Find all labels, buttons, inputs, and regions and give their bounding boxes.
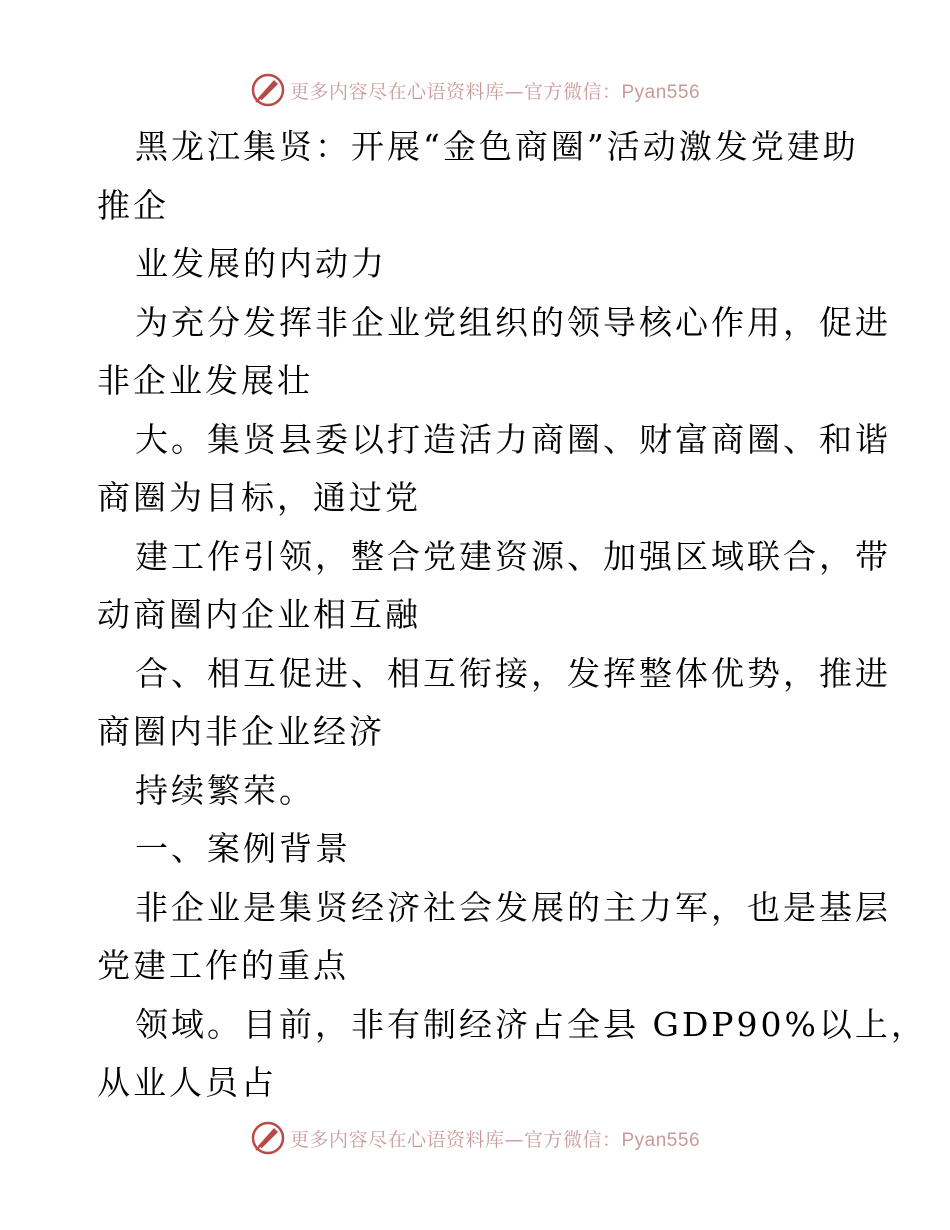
body-line: 大。集贤县委以打造活力商圈、财富商圈、和谐 — [135, 419, 891, 459]
section-heading: 一、案例背景 — [135, 829, 351, 868]
footer-watermark — [0, 1118, 950, 1158]
quill-seal-icon — [250, 1120, 286, 1156]
document-body — [97, 118, 927, 1113]
body-line: 非企业发展壮 — [97, 361, 313, 400]
title-line-2: 推企 — [97, 185, 169, 225]
body-line: 从业人员占 — [97, 1063, 277, 1102]
header-watermark — [0, 70, 950, 110]
body-line: 动商圈内企业相互融 — [97, 595, 421, 634]
watermark-text: 更多内容尽在心语资料库—官方微信：Pyan556 — [289, 1128, 701, 1151]
body-line: 商圈为目标，通过党 — [97, 478, 421, 517]
body-line: 为充分发挥非企业党组织的领导核心作用，促进 — [135, 302, 891, 342]
watermark-text: 更多内容尽在心语资料库—官方微信：Pyan556 — [289, 80, 701, 103]
quill-seal-icon — [250, 72, 286, 108]
body-line: 合、相互促进、相互衔接，发挥整体优势，推进 — [135, 653, 891, 693]
body-line: 非企业是集贤经济社会发展的主力军，也是基层 — [135, 887, 891, 927]
body-line: 商圈内非企业经济 — [97, 712, 385, 751]
body-line: 党建工作的重点 — [97, 946, 349, 985]
body-line: 建工作引领，整合党建资源、加强区域联合，带 — [135, 536, 891, 576]
body-line: 持续繁荣。 — [135, 770, 315, 810]
title-line-1: 黑龙江集贤：开展“金色商圈”活动激发党建助 — [135, 127, 859, 166]
title-line-3: 业发展的内动力 — [135, 244, 387, 283]
body-line: 领域。目前，非有制经济占全县 GDP90%以上， — [135, 1004, 927, 1044]
